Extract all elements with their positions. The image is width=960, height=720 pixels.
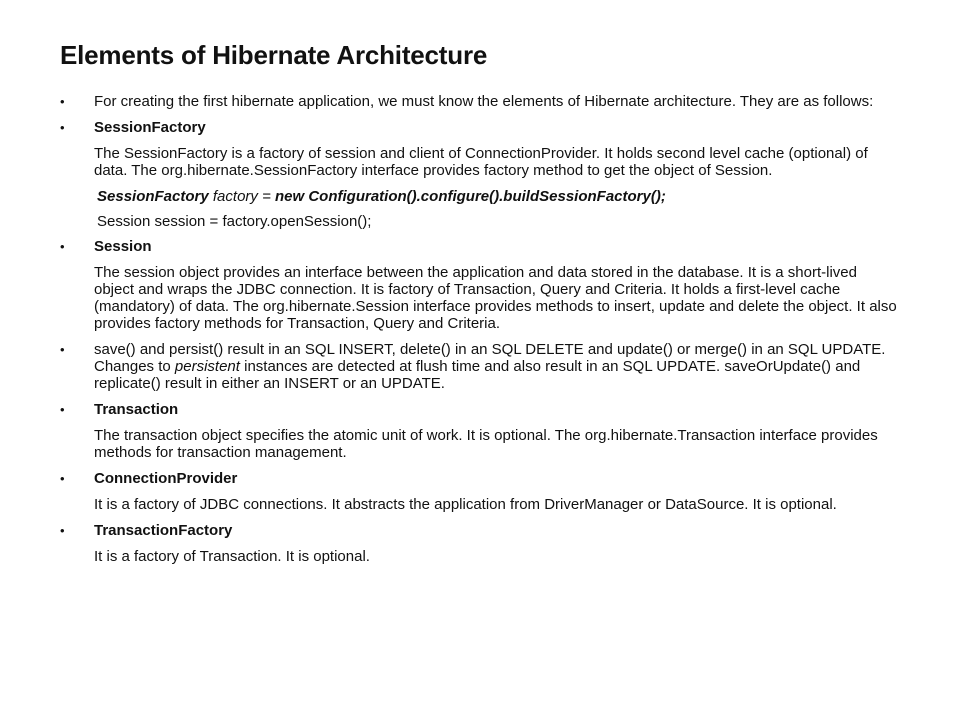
session-factory-code-line-2: Session session = factory.openSession(); — [97, 213, 372, 230]
code1-var: factory = — [208, 188, 275, 205]
bullet-icon: • — [60, 94, 65, 109]
persist-note-part1: save() and persist() result in an SQL INSERT, delete() in an SQL DELETE and update() or merge() in an SQL UPDATE. Changes to — [94, 341, 886, 375]
intro-text: For creating the first hibernate application, we must know the elements of Hibernate architecture. They are as follows: — [94, 93, 874, 110]
bullet-icon: • — [60, 342, 65, 357]
bullet-icon: • — [60, 402, 65, 417]
session-description: The session object provides an interface between the application and data stored in the database. It is a short-lived object and wraps the JDBC connection. It is factory of Transaction, Query and Criteria. It holds a first-level cache (mandatory) of data. The org.hibernate.Session interface provides methods to insert, update and delete the object. It also provides factory methods for Transaction, Query and Criteria. — [94, 264, 897, 332]
persist-note-part2: instances are detected at flush time and also result in an SQL UPDATE. saveOrUpdate() and replicate() result in either an INSERT or an UPDATE. — [94, 358, 861, 392]
bullet-connection-provider — [60, 470, 900, 487]
persist-note-text — [94, 341, 900, 392]
bullet-intro — [60, 93, 900, 110]
code1-rest: new Configuration().configure().buildSessionFactory(); — [275, 188, 666, 205]
bullet-icon: • — [60, 471, 65, 486]
bullet-icon: • — [60, 120, 65, 135]
slide-content — [60, 93, 900, 574]
transaction-factory-description: It is a factory of Transaction. It is optional. — [94, 548, 370, 565]
session-heading: Session — [94, 238, 152, 255]
session-factory-heading: SessionFactory — [94, 119, 206, 136]
code1-type: SessionFactory — [97, 188, 209, 205]
bullet-transaction — [60, 401, 900, 418]
bullet-session-factory — [60, 119, 900, 136]
session-factory-description: The SessionFactory is a factory of session and client of ConnectionProvider. It holds second level cache (optional) of data. The org.hibernate.SessionFactory interface provides factory method to get the object of Session. — [94, 145, 868, 179]
bullet-session — [60, 238, 900, 255]
connection-provider-description: It is a factory of JDBC connections. It abstracts the application from DriverManager or DataSource. It is optional. — [94, 496, 837, 513]
bullet-icon: • — [60, 523, 65, 538]
bullet-transaction-factory — [60, 522, 900, 539]
transaction-factory-heading: TransactionFactory — [94, 522, 233, 539]
persist-note-emphasis: persistent — [174, 358, 240, 375]
slide-title: Elements of Hibernate Architecture — [60, 40, 488, 70]
bullet-persist-note — [60, 341, 900, 392]
session-factory-code-line-1 — [60, 188, 900, 205]
bullet-icon: • — [60, 239, 65, 254]
transaction-heading: Transaction — [94, 401, 179, 418]
transaction-description: The transaction object specifies the atomic unit of work. It is optional. The org.hibernate.Transaction interface provides methods for transaction management. — [94, 427, 878, 461]
connection-provider-heading: ConnectionProvider — [94, 470, 238, 487]
